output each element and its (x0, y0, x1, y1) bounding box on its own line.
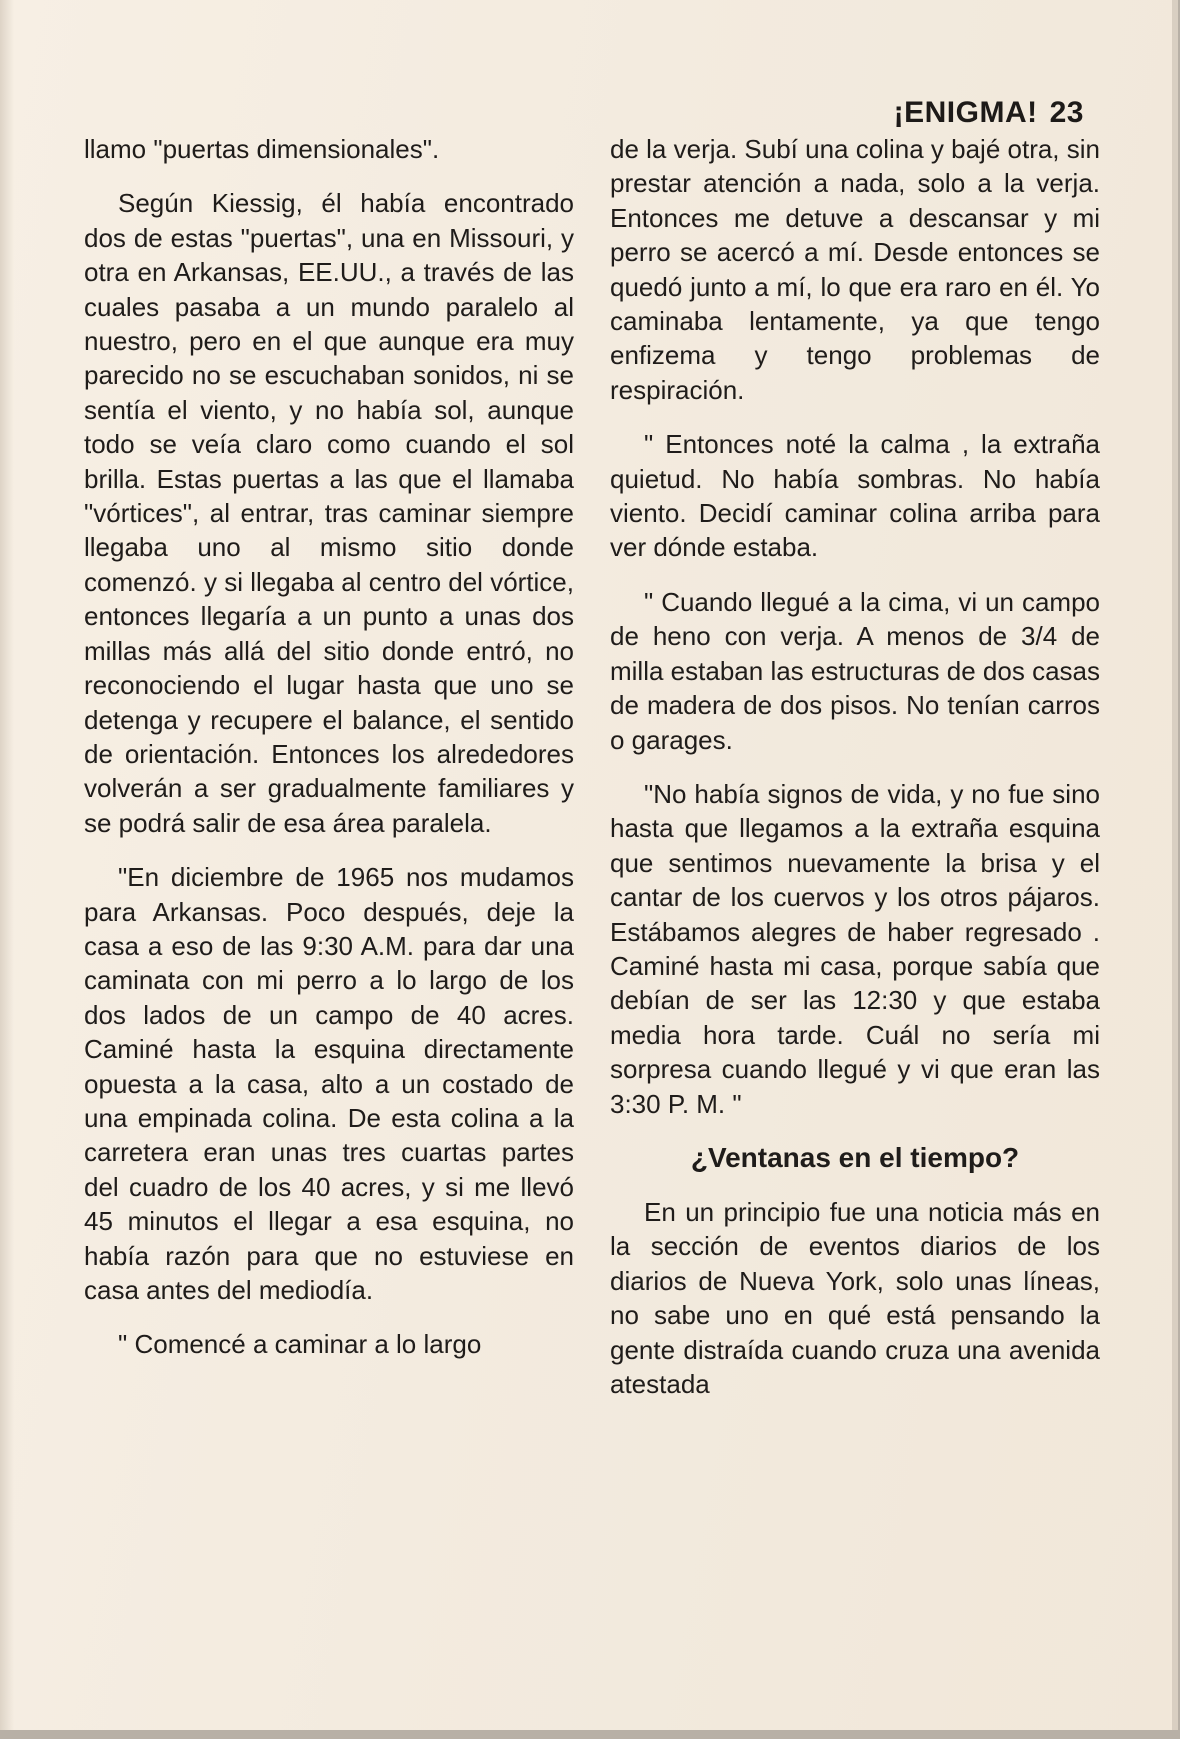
running-header (894, 96, 1084, 130)
paragraph: " Cuando llegué a la cima, vi un campo de heno con verja. A menos de 3/4 de milla estaban las estructuras de dos casas de madera de dos pisos. No tenían carros o garages. (610, 586, 1100, 755)
paragraph: llamo "puertas dimensionales". (84, 134, 440, 164)
paragraph: "En diciembre de 1965 nos mudamos para Arkansas. Poco después, deje la casa a eso de las 9:30 A.M. para dar una caminata con mi perro a lo largo de los dos lados de un campo de 40 acres. Caminé hasta la esquina directamente opuesta a la casa, alto a un costado de una empinada colina. De esta colina a la carretera eran unas tres cuartas partes del cuadro de los 40 acres, y si me llevó 45 minutos el llegar a esa esquina, no había razón para que no estuviese en casa antes del mediodía. (84, 862, 574, 1305)
paragraph: de la verja. Subí una colina y bajé otra, sin prestar atención a nada, solo a la verja. Entonces me detuve a descansar y mi perro se acercó a mí. Desde entonces se quedó junto a mí, lo que era raro en él. Yo caminaba lentamente, ya que tengo enfizema y tengo problemas de respiración. (610, 134, 1100, 405)
page-number: 23 (1049, 96, 1084, 129)
paragraph: " Comencé a caminar a lo largo (118, 1329, 482, 1360)
paragraph: Según Kiessig, él había encontrado dos de estas "puertas", una en Missouri, y otra en Arkansas, EE.UU., a través de las cuales pasaba a un mundo paralelo al nuestro, pero en el que aunque era muy parecido no se escuchaban sonidos, ni se sentía el viento, y no había sol, aunque todo se veía claro como cuando el sol brilla. Estas puertas a las que el llamaba "vórtices", al entrar, tras caminar siempre llegaba uno al mismo sitio donde comenzó. y si llegaba al centro del vórtice, entonces llegaría a un punto a unas dos millas más allá del sitio donde entró, no reconociendo el lugar hasta que uno se detenga y recupere el balance, el sentido de orientación. Entonces los alrededores volverán a ser gradualmente familiares y se podrá salir de esa área paralela. (84, 188, 574, 838)
left-column (84, 132, 574, 1362)
paragraph: "No había signos de vida, y no fue sino hasta que llegamos a la extraña esquina que sentimos nuevamente la brisa y el cantar de los cuervos y los otros pájaros. Estábamos alegres de haber regresado . Caminé hasta mi casa, porque sabía que debían de ser las 12:30 y que estaba media hora tarde. Cuál no sería mi sorpresa cuando llegué y vi que eran las 3:30 P. M. " (610, 778, 1100, 1119)
section-heading: ¿Ventanas en el tiempo? (690, 1141, 1020, 1173)
right-column (610, 132, 1100, 1401)
paragraph: " Entonces noté la calma , la extraña quietud. No había sombras. No había viento. Decidí caminar colina arriba para ver dónde estaba. (610, 429, 1100, 563)
paragraph: En un principio fue una noticia más en la sección de eventos diarios de los diarios de Nueva York, solo unas líneas, no sabe uno en qué está pensando la gente distraída cuando cruza una avenida atestada (610, 1196, 1100, 1399)
magazine-title: ¡ENIGMA! (893, 96, 1038, 129)
